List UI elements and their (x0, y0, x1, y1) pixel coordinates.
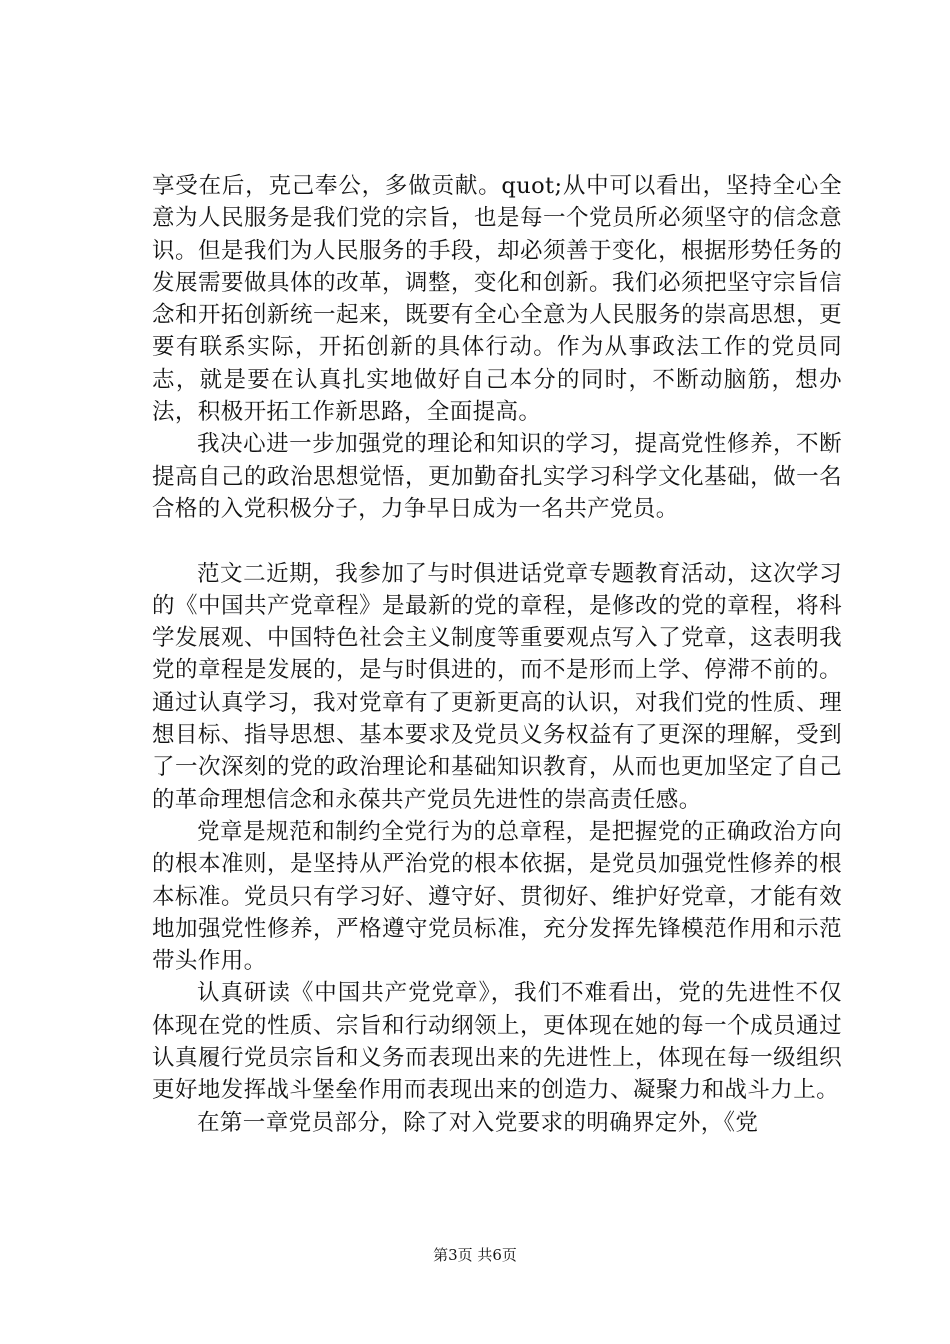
paragraph-chapter-one: 在第一章党员部分，除了对入党要求的明确界定外，《党 (197, 1109, 759, 1136)
paragraph-sample-two: 范文二近期，我参加了与时俱进话党章专题教育活动，这次学习的《中国共产党章程》是最新的党的章程，是修改的党的章程，将科学发展观、中国特色社会主义制度等重要观点写入了党章，这表明我党的章程是发展的，是与时俱进的，而不是形而上学、停滞不前的。通过认真学习，我对党章有了更新更高的认识，对我们党的性质、理想目标、指导思想、基本要求及党员义务权益有了更深的理解，受到了一次深刻的党的政治理论和基础知识教育，从而也更加坚定了自己的革命理想信念和永葆共产党员先进性的崇高责任感。 (152, 560, 842, 813)
page-number-footer: 第3页 共6页 (433, 1246, 517, 1264)
paragraph-continued: 享受在后，克己奉公，多做贡献。quot;从中可以看出，坚持全心全意为人民服务是我们党的宗旨，也是每一个党员所必须坚守的信念意识。但是我们为人民服务的手段，却必须善于变化，根据形势任务的发展需要做具体的改革，调整，变化和创新。我们必须把坚守宗旨信念和开拓创新统一起来，既要有全心全意为人民服务的崇高思想，更要有联系实际，开拓创新的具体行动。作为从事政法工作的党员同志，就是要在认真扎实地做好自己本分的同时，不断动脑筋，想办法，积极开拓工作新思路，全面提高。 (152, 173, 842, 426)
document-body (152, 170, 842, 1139)
paragraph-party-constitution: 党章是规范和制约全党行为的总章程，是把握党的正确政治方向的根本准则，是坚持从严治党的根本依据，是党员加强党性修养的根本标准。党员只有学习好、遵守好、贯彻好、维护好党章，才能有效地加强党性修养，严格遵守党员标准，充分发挥先锋模范作用和示范带头作用。 (152, 818, 842, 975)
paragraph-study-reading: 认真研读《中国共产党党章》，我们不难看出，党的先进性不仅体现在党的性质、宗旨和行动纲领上，更体现在她的每一个成员通过认真履行党员宗旨和义务而表现出来的先进性上，体现在每一级组织更好地发挥战斗堡垒作用而表现出来的创造力、凝聚力和战斗力上。 (152, 980, 842, 1104)
paragraph-resolution: 我决心进一步加强党的理论和知识的学习，提高党性修养，不断提高自己的政治思想觉悟，更加勤奋扎实学习科学文化基础，做一名合格的入党积极分子，力争早日成为一名共产党员。 (152, 431, 842, 522)
